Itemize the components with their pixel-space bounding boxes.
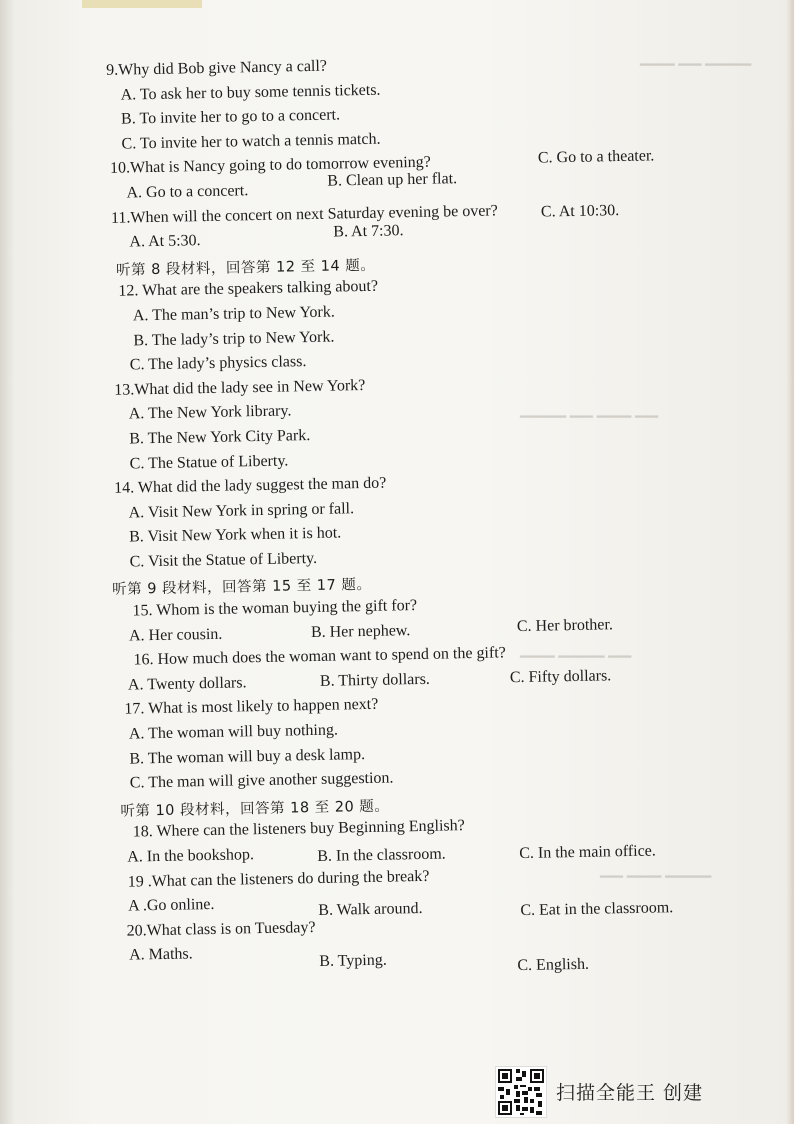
option-b: B. Walk around. [318, 900, 423, 920]
question-stem: 9.Why did Bob give Nancy a call? [105, 57, 328, 79]
option-b: B. Her nephew. [310, 621, 411, 641]
option-a: A. To ask her to buy some tennis tickets. [120, 81, 381, 104]
option-c: C. Eat in the classroom. [520, 899, 674, 920]
question-stem: 14. What did the lady suggest the man do? [114, 474, 387, 497]
option-b: B. Clean up her flat. [327, 170, 458, 190]
question-stem: 17. What is most likely to happen next? [124, 696, 379, 719]
option-c: C. The Statue of Liberty. [129, 451, 289, 473]
option-c: C. Visit the Statue of Liberty. [129, 549, 318, 571]
bleed-through-mark: ▁▁ ▁▁▁ ▁▁▁▁ [600, 862, 712, 878]
question-stem: 19 .What can the listeners do during the break? [127, 867, 430, 891]
page-edge-shadow [786, 0, 794, 1124]
option-a: A .Go online. [128, 896, 215, 915]
option-b: B. At 7:30. [333, 222, 404, 241]
option-c: C. Fifty dollars. [509, 667, 612, 687]
question-stem: 15. Whom is the woman buying the gift for? [132, 597, 418, 620]
option-c: C. At 10:30. [540, 201, 620, 221]
bleed-through-mark: ▁▁▁▁ ▁▁ ▁▁▁ ▁▁ [520, 402, 659, 418]
option-c: C. English. [517, 956, 590, 975]
section-9-header: 听第 9 段材料，回答第 15 至 17 题。 [111, 577, 372, 599]
option-c: C. In the main office. [519, 842, 656, 863]
option-a: A. At 5:30. [129, 232, 201, 251]
question-stem: 16. How much does the woman want to spend on the gift? [133, 644, 506, 669]
question-stem: 20.What class is on Tuesday? [126, 918, 316, 940]
section-8-header: 听第 8 段材料，回答第 12 至 14 题。 [115, 257, 376, 279]
question-stem: 12. What are the speakers talking about? [118, 278, 379, 301]
option-c: C. The lady’s physics class. [129, 353, 307, 374]
option-c: C. Her brother. [516, 615, 614, 635]
option-c: C. To invite her to watch a tennis match. [121, 130, 381, 153]
option-b: B. The woman will buy a desk lamp. [129, 745, 366, 768]
option-b: B. In the classroom. [317, 845, 446, 865]
option-a: A. Maths. [128, 945, 193, 964]
question-stem: 18. Where can the listeners buy Beginning English? [132, 817, 465, 841]
listening-questions [100, 50, 717, 975]
option-c: C. Go to a theater. [537, 147, 655, 167]
option-a: A. Her cousin. [128, 625, 223, 645]
option-a: A. Twenty dollars. [127, 674, 247, 694]
option-c: C. The man will give another suggestion. [129, 769, 394, 792]
option-b: B. Thirty dollars. [319, 670, 430, 690]
binding-shadow [0, 0, 14, 1124]
option-b: B. The New York City Park. [129, 426, 311, 448]
option-b: B. To invite her to go to a concert. [120, 106, 341, 128]
question-stem: 10.What is Nancy going to do tomorrow evening? [109, 154, 431, 178]
option-b: B. Typing. [319, 952, 387, 971]
paper-tab [82, 0, 202, 8]
option-b: B. The lady’s trip to New York. [133, 328, 335, 349]
option-b: B. Visit New York when it is hot. [128, 524, 342, 546]
option-a: A. Visit New York in spring or fall. [128, 499, 355, 522]
qr-code-icon [495, 1066, 547, 1118]
scanner-brand-label: 扫描全能王 创建 [556, 1082, 704, 1104]
option-a: A. The New York library. [128, 402, 292, 423]
bleed-through-mark: ▁▁▁ ▁▁ ▁▁▁▁ [640, 50, 752, 66]
bleed-through-mark: ▁▁▁ ▁▁▁▁ ▁▁ [520, 642, 632, 658]
option-a: A. Go to a concert. [126, 182, 249, 202]
option-a: A. The man’s trip to New York. [132, 303, 335, 325]
question-stem: 11.When will the concert on next Saturday evening be over? [110, 201, 498, 227]
option-a: A. The woman will buy nothing. [128, 721, 339, 743]
section-10-header: 听第 10 段材料，回答第 18 至 20 题。 [120, 798, 390, 820]
option-a: A. In the bookshop. [127, 846, 255, 866]
question-stem: 13.What did the lady see in New York? [114, 376, 366, 399]
